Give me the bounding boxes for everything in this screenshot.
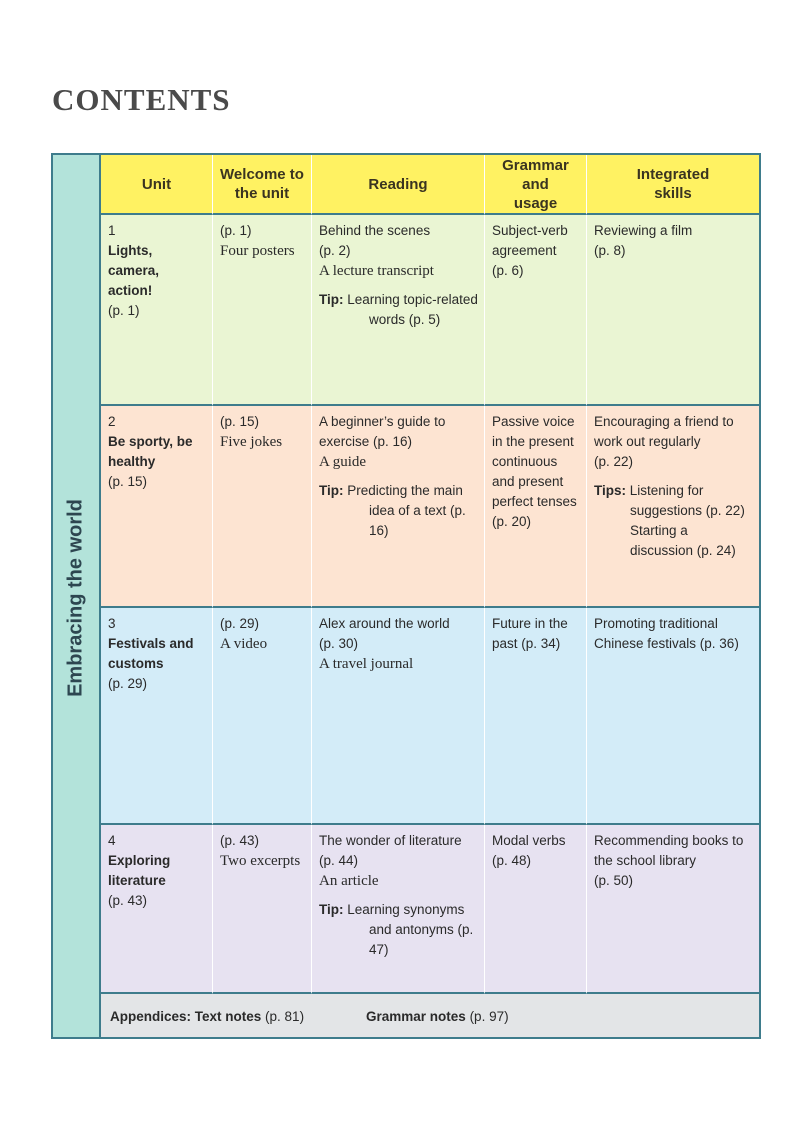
unit2-tip bbox=[319, 481, 478, 541]
unit1-number: 1 bbox=[108, 223, 116, 238]
header-welcome bbox=[213, 155, 312, 215]
unit3-number: 3 bbox=[108, 616, 116, 631]
unit1-grammar-line2: agreement bbox=[492, 243, 557, 258]
unit2-skills-tips-label: Tips: bbox=[594, 483, 627, 498]
unit1-tip-text: Learning topic-related words (p. 5) bbox=[347, 292, 478, 327]
unit3-title-line1: Festivals and bbox=[108, 636, 194, 651]
unit2-grammar-line4: and present bbox=[492, 474, 564, 489]
unit1-title-cell bbox=[101, 215, 213, 406]
unit4-reading-type: An article bbox=[319, 873, 379, 889]
unit2-grammar-line1: Passive voice bbox=[492, 414, 575, 429]
header-grammar-line3: usage bbox=[513, 194, 558, 212]
unit3-skills-line1: Promoting traditional bbox=[594, 616, 718, 631]
header-grammar-line2: and bbox=[522, 175, 549, 193]
unit4-welcome-cell bbox=[213, 825, 312, 994]
unit1-title-line2: action! bbox=[108, 283, 153, 298]
unit2-skills-cell bbox=[587, 406, 759, 608]
unit2-welcome-cell bbox=[213, 406, 312, 608]
unit3-reading-type: A travel journal bbox=[319, 656, 414, 672]
unit4-tip bbox=[319, 900, 478, 960]
unit3-skills-line2: Chinese festivals (p. 36) bbox=[594, 636, 739, 651]
unit2-grammar-cell bbox=[485, 406, 587, 608]
unit4-skills-line1: Recommending books to bbox=[594, 833, 744, 848]
unit4-number: 4 bbox=[108, 833, 116, 848]
unit3-welcome-cell bbox=[213, 608, 312, 825]
unit3-title-cell bbox=[101, 608, 213, 825]
unit3-reading-line1: Alex around the world bbox=[319, 616, 450, 631]
unit2-number: 2 bbox=[108, 414, 116, 429]
header-unit bbox=[101, 155, 213, 215]
unit1-title-line1: Lights, camera, bbox=[108, 243, 160, 278]
unit2-tip-label: Tip: bbox=[319, 483, 344, 498]
unit4-tip-label: Tip: bbox=[319, 902, 344, 917]
header-skills-line1: Integrated bbox=[636, 166, 710, 183]
unit4-welcome-page: (p. 43) bbox=[220, 833, 260, 848]
unit1-skills-cell bbox=[587, 215, 759, 406]
unit4-reading-cell bbox=[312, 825, 485, 994]
unit4-title-line2: literature bbox=[108, 873, 166, 888]
unit3-page: (p. 29) bbox=[108, 676, 148, 691]
unit1-page: (p. 1) bbox=[108, 303, 140, 318]
unit1-skills-line1: Reviewing a film bbox=[594, 223, 693, 238]
appendices-label2: Grammar notes bbox=[366, 1009, 466, 1024]
unit1-welcome-text: Four posters bbox=[220, 243, 295, 259]
unit4-grammar-line1: Modal verbs bbox=[492, 833, 566, 848]
unit1-grammar-cell bbox=[485, 215, 587, 406]
unit3-welcome-page: (p. 29) bbox=[220, 616, 260, 631]
unit2-title-line1: Be sporty, be bbox=[108, 434, 193, 449]
theme-sidebar bbox=[53, 155, 101, 1037]
unit2-reading-line2: exercise (p. 16) bbox=[319, 434, 413, 449]
contents-table bbox=[51, 153, 761, 1039]
appendices-page1: (p. 81) bbox=[265, 1009, 305, 1024]
unit1-welcome-cell bbox=[213, 215, 312, 406]
page-title: CONTENTS bbox=[52, 82, 231, 117]
appendices-label1: Appendices: Text notes bbox=[110, 1009, 262, 1024]
unit2-page: (p. 15) bbox=[108, 474, 148, 489]
unit2-tip-text: Predicting the main idea of a text (p. 16) bbox=[347, 483, 466, 538]
unit2-grammar-line3: continuous bbox=[492, 454, 558, 469]
unit4-title-cell bbox=[101, 825, 213, 994]
unit1-welcome-page: (p. 1) bbox=[220, 223, 252, 238]
unit2-reading-line1: A beginner’s guide to bbox=[319, 414, 446, 429]
unit4-skills-cell bbox=[587, 825, 759, 994]
unit4-reading-line2: (p. 44) bbox=[319, 853, 359, 868]
theme-label: Embracing the world bbox=[64, 499, 87, 697]
unit2-welcome-page: (p. 15) bbox=[220, 414, 260, 429]
unit4-welcome-text: Two excerpts bbox=[220, 853, 301, 869]
appendices-page2: (p. 97) bbox=[469, 1009, 509, 1024]
unit4-reading-line1: The wonder of literature bbox=[319, 833, 462, 848]
unit3-reading-cell bbox=[312, 608, 485, 825]
header-reading-label: Reading bbox=[368, 175, 428, 193]
unit3-grammar-line1: Future in the bbox=[492, 616, 568, 631]
unit1-reading-line2: (p. 2) bbox=[319, 243, 351, 258]
unit4-grammar-line2: (p. 48) bbox=[492, 853, 532, 868]
unit1-tip-label: Tip: bbox=[319, 292, 344, 307]
unit4-grammar-cell bbox=[485, 825, 587, 994]
unit2-welcome-text: Five jokes bbox=[220, 434, 283, 450]
unit2-grammar-line2: in the present bbox=[492, 434, 574, 449]
unit1-reading-line1: Behind the scenes bbox=[319, 223, 431, 238]
appendices-text-notes bbox=[110, 1009, 304, 1024]
unit1-reading-cell bbox=[312, 215, 485, 406]
header-unit-label: Unit bbox=[141, 175, 172, 193]
header-skills-line2: skills bbox=[654, 185, 692, 202]
unit3-grammar-line2: past (p. 34) bbox=[492, 636, 561, 651]
unit1-skills-line2: (p. 8) bbox=[594, 243, 626, 258]
unit3-reading-line2: (p. 30) bbox=[319, 636, 359, 651]
unit1-tip bbox=[319, 290, 478, 330]
unit4-tip-text: Learning synonyms and antonyms (p. 47) bbox=[347, 902, 474, 957]
unit2-reading-cell bbox=[312, 406, 485, 608]
unit2-grammar-line5: perfect tenses bbox=[492, 494, 577, 509]
unit4-skills-line3: (p. 50) bbox=[594, 873, 634, 888]
unit2-grammar-line6: (p. 20) bbox=[492, 514, 532, 529]
unit3-skills-cell bbox=[587, 608, 759, 825]
header-grammar-line1: Grammar bbox=[502, 156, 569, 174]
unit2-title-cell bbox=[101, 406, 213, 608]
unit2-reading-type: A guide bbox=[319, 454, 367, 470]
unit2-skills-line3: (p. 22) bbox=[594, 454, 634, 469]
header-welcome-line2: the unit bbox=[234, 185, 290, 202]
header-skills bbox=[587, 155, 759, 215]
appendices-grammar-notes bbox=[366, 1009, 509, 1024]
unit1-grammar-line3: (p. 6) bbox=[492, 263, 524, 278]
appendices-row bbox=[101, 994, 759, 1037]
unit2-skills-line2: work out regularly bbox=[594, 434, 701, 449]
table-grid bbox=[101, 155, 759, 1037]
unit1-grammar-line1: Subject-verb bbox=[492, 223, 568, 238]
unit3-title-line2: customs bbox=[108, 656, 164, 671]
unit2-title-line2: healthy bbox=[108, 454, 156, 469]
unit4-title-line1: Exploring bbox=[108, 853, 171, 868]
unit2-skills-tip2: Starting a discussion (p. 24) bbox=[630, 523, 736, 558]
unit3-grammar-cell bbox=[485, 608, 587, 825]
unit4-page: (p. 43) bbox=[108, 893, 148, 908]
unit2-skills-tip1: Listening for suggestions (p. 22) bbox=[629, 483, 745, 518]
unit2-skills-line1: Encouraging a friend to bbox=[594, 414, 734, 429]
header-grammar bbox=[485, 155, 587, 215]
unit4-skills-line2: the school library bbox=[594, 853, 697, 868]
unit3-welcome-text: A video bbox=[220, 636, 268, 652]
header-reading bbox=[312, 155, 485, 215]
header-welcome-line1: Welcome to bbox=[220, 166, 304, 183]
unit1-reading-type: A lecture transcript bbox=[319, 263, 434, 279]
unit2-skills-tips bbox=[594, 481, 753, 561]
